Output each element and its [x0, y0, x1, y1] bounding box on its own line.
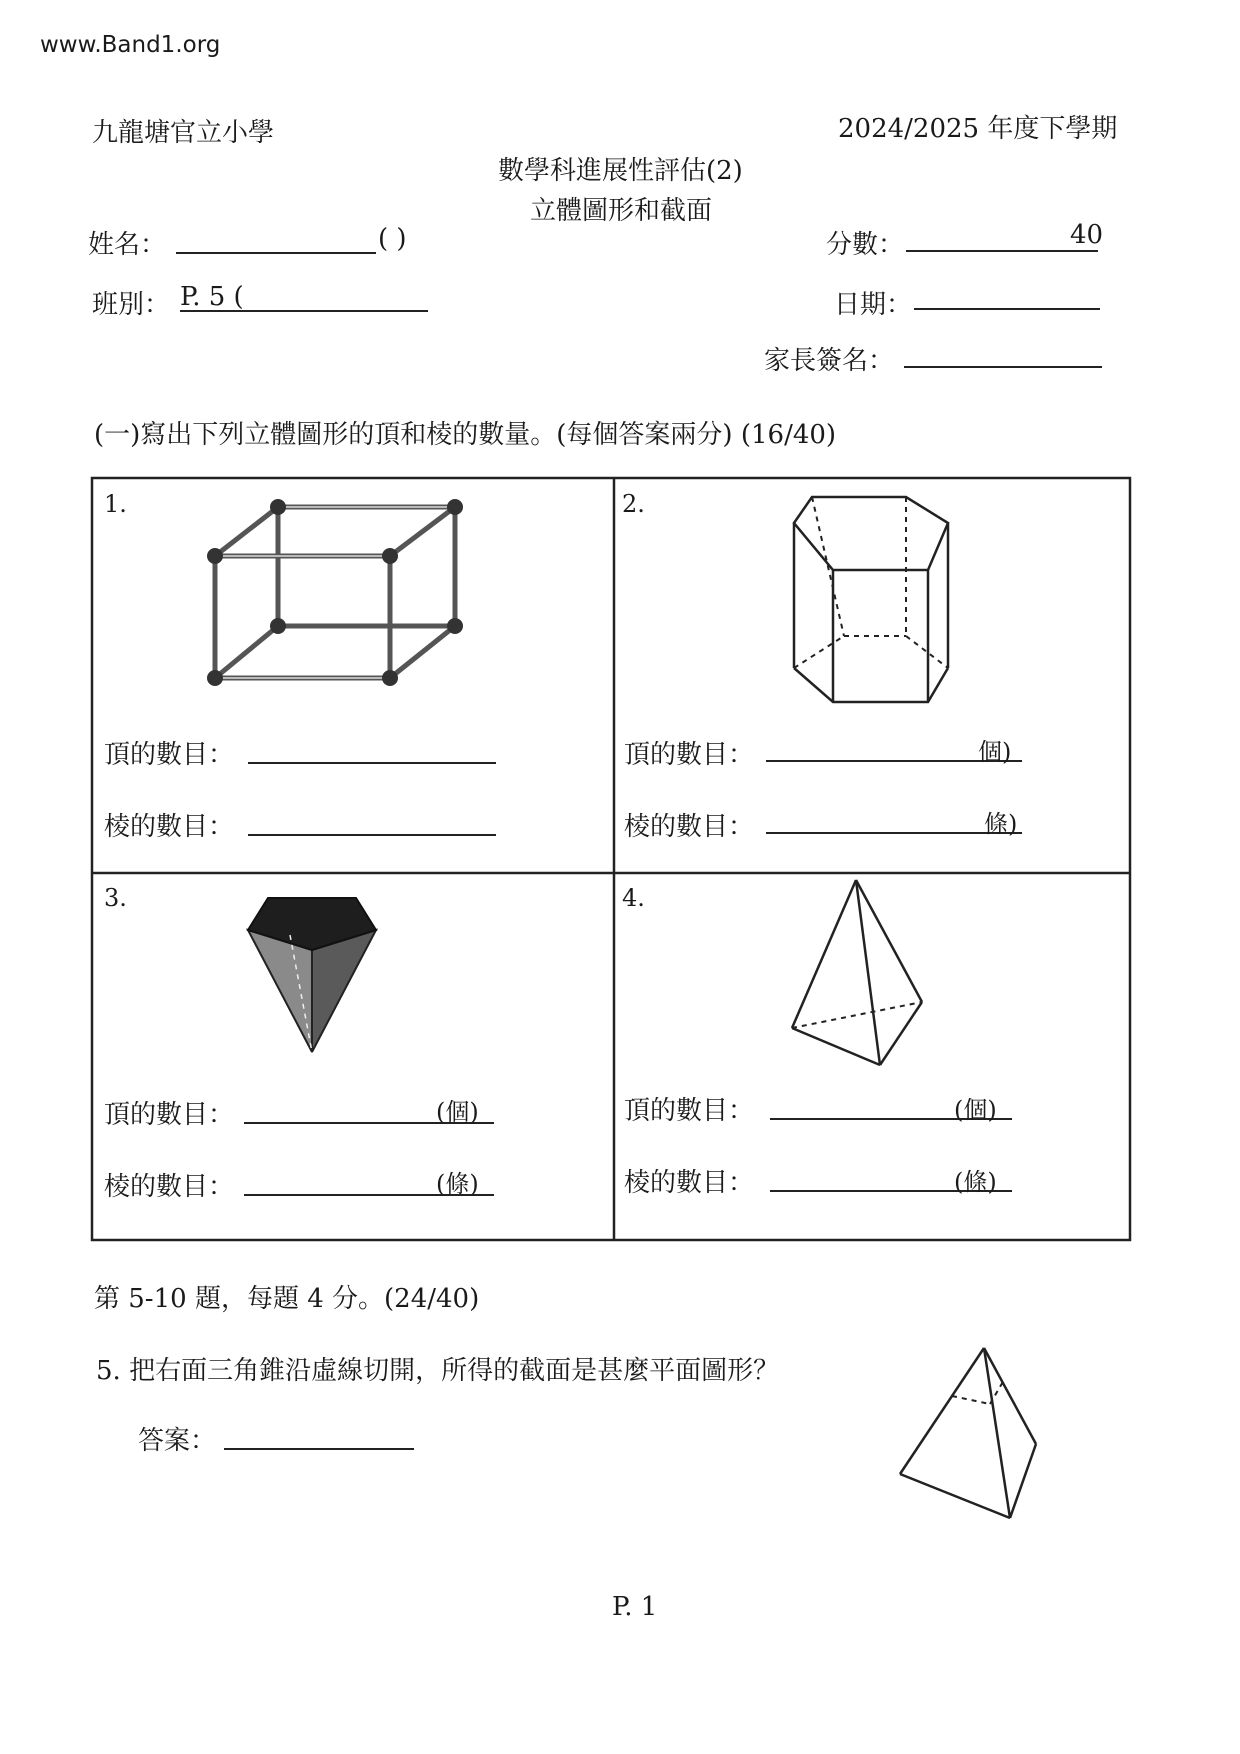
cell2-edge-unit: 條): [984, 810, 1018, 838]
cell2-edge-label: 棱的數目：: [624, 812, 755, 842]
question5-text: 5. 把右面三角錐沿虛線切開，所得的截面是甚麼平面圖形？: [96, 1356, 780, 1386]
cell3-vertex-label: 頂的數目：: [104, 1100, 235, 1130]
page-title: 數學科進展性評估(2): [498, 156, 743, 186]
cell3-edge-unit: (條): [436, 1170, 479, 1198]
cell4-vertex-unit: (個): [954, 1096, 997, 1124]
class-label: 班別：: [92, 290, 171, 320]
section2-heading: 第 5-10 題，每題 4 分。(24/40): [94, 1284, 480, 1314]
cell1-number: 1.: [104, 490, 127, 518]
term-label: 2024/2025 年度下學期: [838, 114, 1118, 144]
cell4-vertex-label: 頂的數目：: [624, 1096, 755, 1126]
name-label: 姓名：: [88, 230, 167, 260]
parent-signature-label: 家長簽名：: [764, 346, 895, 376]
cell1-vertex-label: 頂的數目：: [104, 740, 235, 770]
cell3-vertex-unit: (個): [436, 1098, 479, 1126]
cell3-number: 3.: [104, 884, 127, 912]
score-total: 40: [1070, 220, 1104, 250]
school-name: 九龍塘官立小學: [92, 118, 275, 148]
cell4-edge-unit: (條): [954, 1168, 997, 1196]
date-label: 日期：: [834, 290, 913, 320]
page-number: P. 1: [612, 1592, 658, 1622]
watermark-text: www.Band1.org: [40, 32, 221, 58]
section1-heading: (一)寫出下列立體圖形的頂和棱的數量。(每個答案兩分) (16/40): [94, 420, 837, 450]
answer-label: 答案：: [138, 1426, 217, 1456]
cell3-edge-label: 棱的數目：: [104, 1172, 235, 1202]
score-label: 分數：: [826, 230, 905, 260]
cell4-number: 4.: [622, 884, 645, 912]
cell4-edge-label: 棱的數目：: [624, 1168, 755, 1198]
page-subtitle: 立體圖形和截面: [530, 196, 713, 226]
cell2-vertex-unit: 個): [978, 738, 1012, 766]
class-value: P. 5 (: [180, 282, 244, 312]
cell2-number: 2.: [622, 490, 645, 518]
cell1-edge-label: 棱的數目：: [104, 812, 235, 842]
cell2-vertex-label: 頂的數目：: [624, 740, 755, 770]
class-number-paren: ( ): [378, 224, 407, 254]
